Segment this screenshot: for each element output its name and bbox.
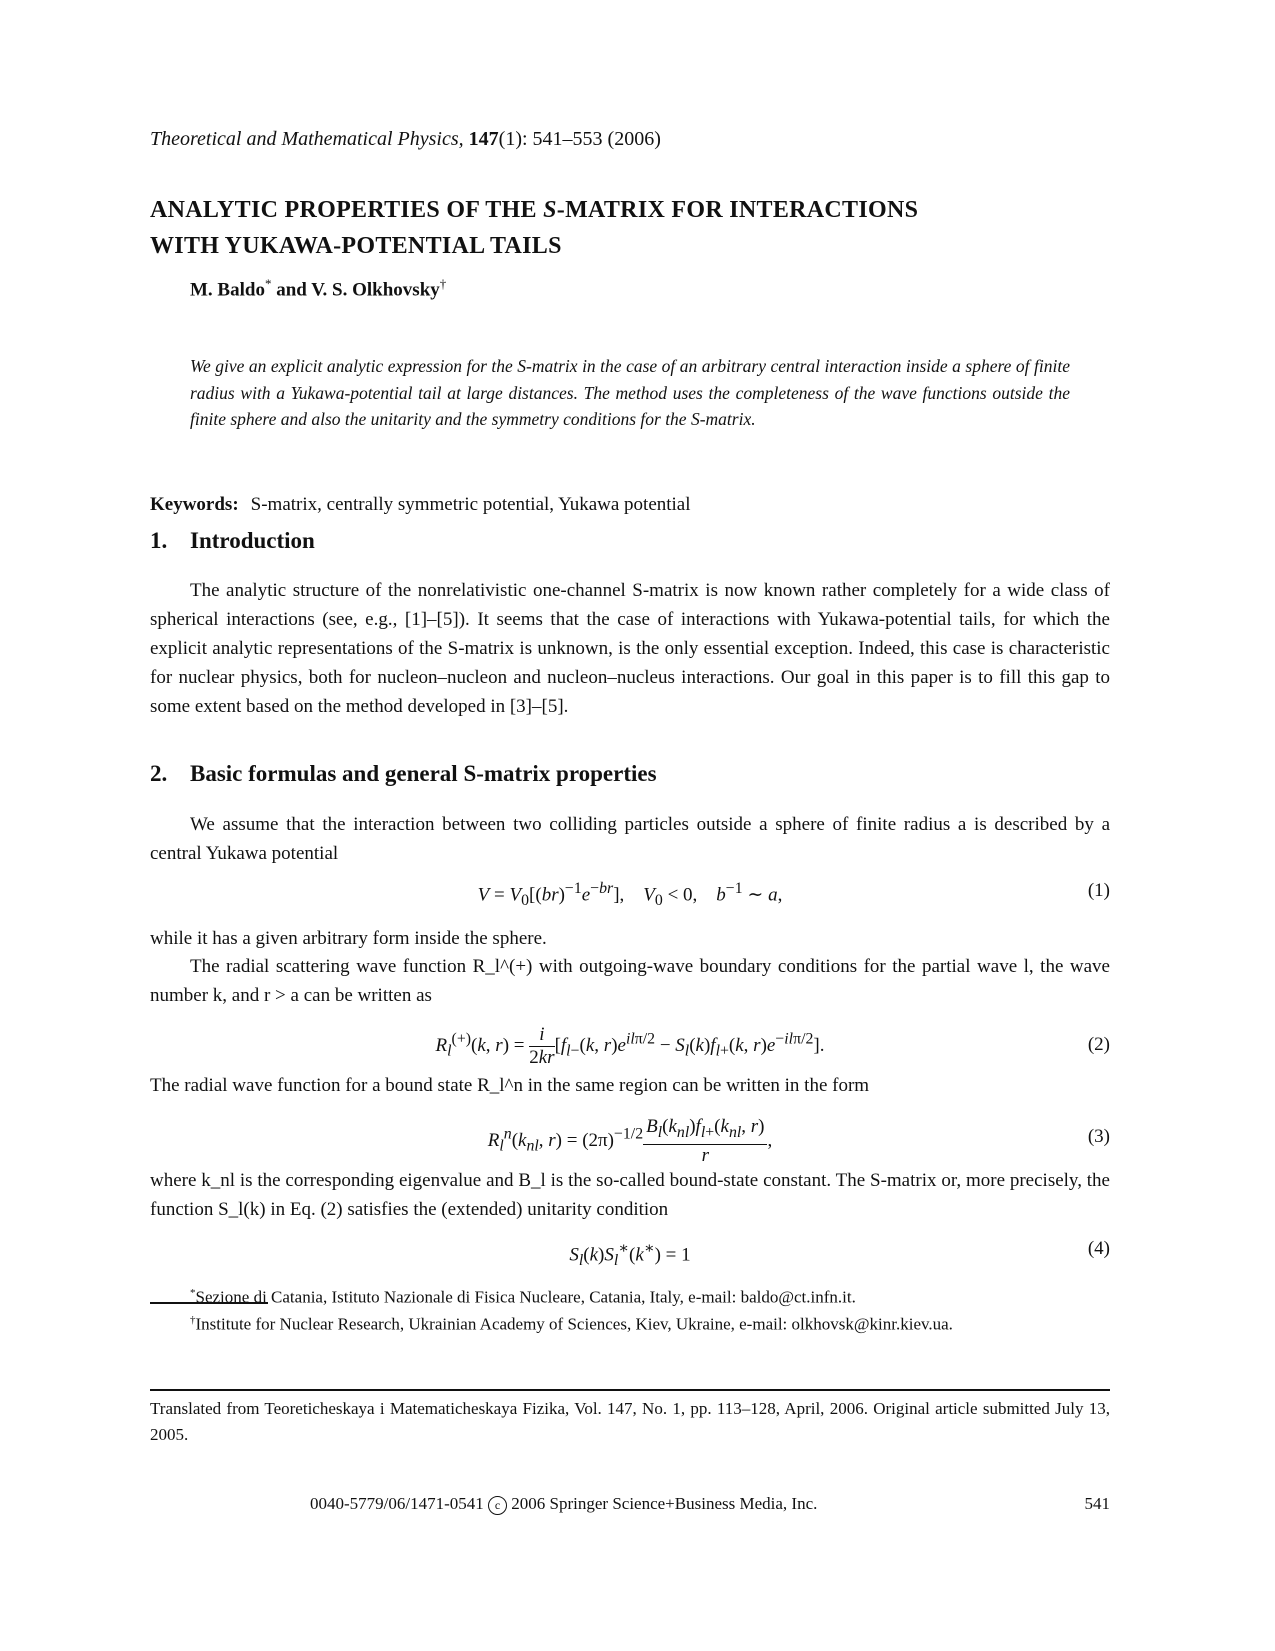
equation-3: [150, 1116, 1110, 1166]
journal-volume: 147: [468, 128, 499, 150]
equation-4: [150, 1238, 1110, 1268]
section2-paragraph-2: while it has a given arbitrary form inside the sphere.: [150, 928, 547, 949]
section2-paragraph-1: We assume that the interaction between two colliding particles outside a sphere of finite radius a is described by a central Yukawa potential: [150, 814, 1110, 864]
journal-issue: (1): 541–553 (2006): [498, 128, 661, 150]
equation-4-expression: $S_l(k)S_l^∗(k^∗) = 1$: [569, 1240, 691, 1270]
equation-3-expression: $R_l^n(k_{nl}$, $r) = (2\pi)^{-1/2}$ $\frac{B_l(k_{nl})f_{l+}(k_{nl}, r)}{r}$ ,: [487, 1116, 773, 1166]
translation-note: Translated from Teoreticheskaya i Matematicheskaya Fizika, Vol. 147, No. 1, pp. 113–128, April, 2006. Original article submitted July 13, 2005.: [150, 1399, 1110, 1444]
equation-1-number: (1): [1087, 880, 1110, 901]
section2-paragraph-5: where k_nl is the corresponding eigenvalue and B_l is the so-called bound-state constant. The S-matrix or, more precisely, the function S_l(k) in Eq. (2) satisfies the (extended) unitarity condition: [150, 1170, 1110, 1220]
author-baldo: M. Baldo: [190, 279, 265, 301]
copyright-icon: c: [488, 1496, 507, 1515]
equation-2-number: (2): [1087, 1034, 1110, 1055]
abstract: We give an explicit analytic expression for the S-matrix in the case of an arbitrary central interaction inside a sphere of finite radius with a Yukawa-potential tail at large distances. The method uses the completeness of the wave functions outside the finite sphere and also the unitarity and the symmetry conditions for the S-matrix.: [190, 356, 1070, 429]
equation-2-expression: $R_l^{(+)}(k$, r) = $\frac{i}{2kr}$ [$f_{l-}(k$, $r)e^{il\pi/2} - S_l(k)f_{l+}(k$, $r)e^{-il\pi/2}$].: [435, 1024, 825, 1068]
page-number: 541: [1084, 1494, 1110, 1513]
keywords-text: S-matrix, centrally symmetric potential, Yukawa potential: [250, 494, 691, 515]
keywords-label: Keywords:: [150, 494, 239, 515]
journal-name: Theoretical and Mathematical Physics,: [150, 128, 464, 150]
section2-paragraph-4: The radial wave function for a bound state R_l^n in the same region can be written in the form: [150, 1075, 870, 1096]
author-olkhovsky: V. S. Olkhovsky: [311, 279, 440, 301]
equation-4-number: (4): [1087, 1238, 1110, 1259]
section-heading-introduction: 1. Introduction: [150, 528, 315, 553]
translation-divider: [150, 1389, 1110, 1391]
intro-paragraph: The analytic structure of the nonrelativistic one-channel S-matrix is now known rather completely for a wide class of spherical interactions (see, e.g., [1]–[5]). It seems that the case of interactions with Yukawa-potential tails, for which the explicit analytic representations of the S-matrix is unknown, is the only essential exception. Indeed, this case is characteristic for nuclear physics, both for nucleon–nucleon and nucleon–nucleus interactions. Our goal in this paper is to fill this gap to some extent based on the method developed in [3]–[5].: [150, 580, 1110, 717]
journal-citation: [150, 128, 661, 151]
keywords: [150, 494, 691, 516]
equation-2: [150, 1024, 1110, 1068]
paper-page: [150, 0, 1110, 1651]
section-heading-basic-formulas: 2. Basic formulas and general S-matrix properties: [150, 761, 657, 786]
issn-code: 0040-5779/06/1471-0541: [310, 1494, 484, 1513]
equation-3-number: (3): [1087, 1126, 1110, 1147]
section2-paragraph-3: The radial scattering wave function R_l^(+) with outgoing-wave boundary conditions for the partial wave l, the wave number k, and r > a can be written as: [150, 956, 1110, 1006]
copyright-line: [310, 1494, 817, 1515]
equation-1-expression: $V = V_0[(br)^{-1}e^{-br}]$, $V_0 < 0$, $b^{-1}$ ∼ a,: [477, 880, 783, 910]
footnote-olkhovsky: †Institute for Nuclear Research, Ukrainian Academy of Sciences, Kiev, Ukraine, e-mail: olkhovsk@kinr.kiev.ua.: [190, 1314, 953, 1334]
publisher: 2006 Springer Science+Business Media, Inc.: [511, 1494, 818, 1513]
footnote-baldo: *Sezione di Catania, Istituto Nazionale di Fisica Nucleare, Catania, Italy, e-mail: baldo@ct.infn.it.: [190, 1287, 856, 1307]
author-line: M. Baldo* and V. S. Olkhovsky†: [190, 276, 447, 301]
equation-1: [150, 880, 1110, 910]
paper-title: ANALYTIC PROPERTIES OF THE S-MATRIX FOR INTERACTIONS WITH YUKAWA-POTENTIAL TAILS: [150, 197, 919, 259]
